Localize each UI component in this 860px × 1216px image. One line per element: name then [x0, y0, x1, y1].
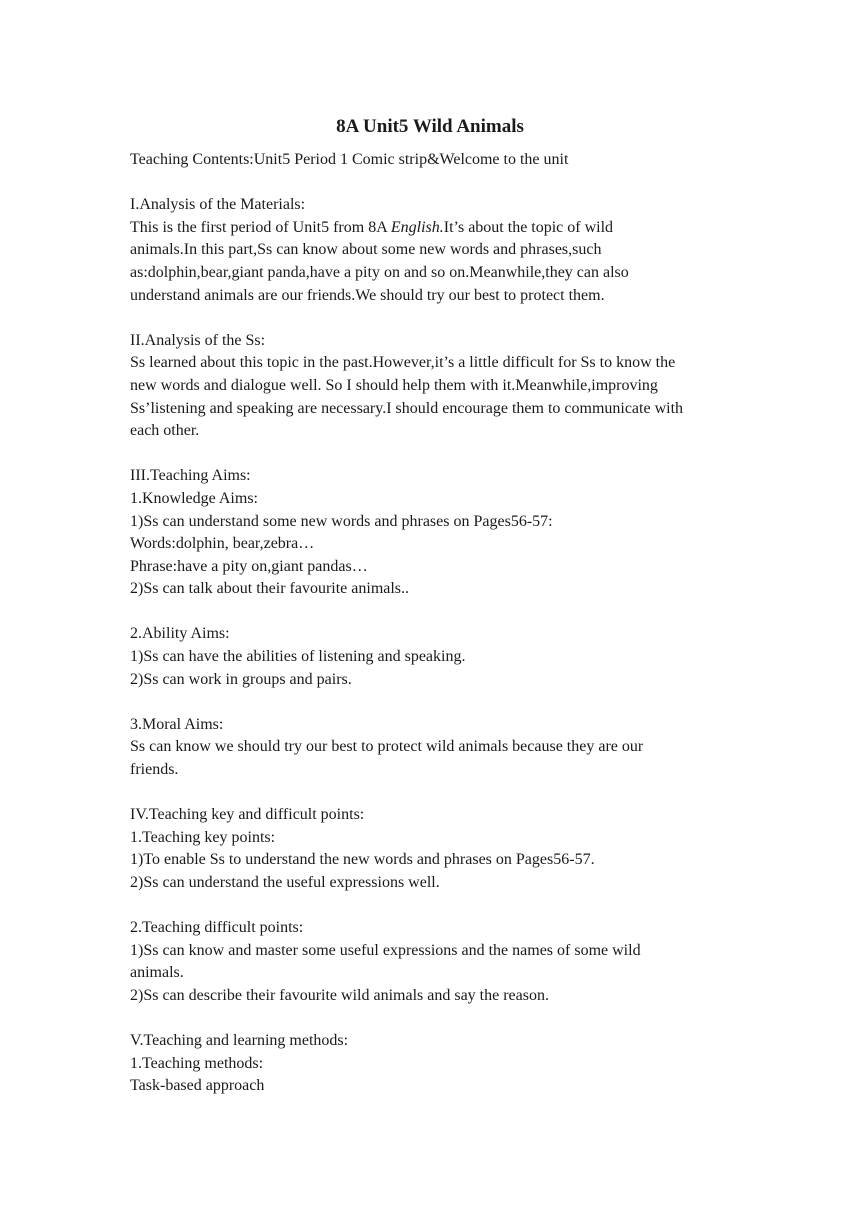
list-item: 1)Ss can know and master some useful expressions and the names of some wild	[130, 941, 641, 959]
paragraph-line: Ss can know we should try our best to protect wild animals because they are our	[130, 738, 644, 756]
blank-line	[130, 172, 735, 195]
paragraph-line: animals.In this part,Ss can know about some new words and phrases,such	[130, 241, 602, 259]
paragraph-line: friends.	[130, 761, 179, 779]
blank-line	[130, 307, 735, 330]
subheading-difficult-points: 2.Teaching difficult points:	[130, 919, 304, 937]
blank-line	[130, 691, 735, 714]
list-item: Words:dolphin, bear,zebra…	[130, 535, 315, 553]
paragraph-line: Ss learned about this topic in the past.However,it’s a little difficult for Ss to know the	[130, 354, 676, 372]
paragraph-line: as:dolphin,bear,giant panda,have a pity on and so on.Meanwhile,they can also	[130, 263, 629, 281]
document-title: 8A Unit5 Wild Animals	[336, 116, 524, 137]
subheading-ability-aims: 2.Ability Aims:	[130, 625, 230, 643]
blank-line	[130, 895, 735, 918]
list-item: 2)Ss can describe their favourite wild animals and say the reason.	[130, 986, 549, 1004]
list-item: 2)Ss can understand the useful expressions well.	[130, 874, 440, 891]
paragraph-line: each other.	[130, 422, 200, 440]
section-heading-aims: III.Teaching Aims:	[130, 467, 251, 485]
document-body	[130, 149, 735, 1098]
section-heading-methods: V.Teaching and learning methods:	[130, 1032, 349, 1050]
list-item: 2)Ss can talk about their favourite animals..	[130, 580, 410, 598]
section-heading-materials: I.Analysis of the Materials:	[130, 196, 306, 214]
paragraph-line: new words and dialogue well. So I should help them with it.Meanwhile,improving	[130, 376, 658, 394]
subheading-moral-aims: 3.Moral Aims:	[130, 715, 224, 733]
subheading-knowledge-aims: 1.Knowledge Aims:	[130, 489, 258, 507]
paragraph-line: understand animals are our friends.We should try our best to protect them.	[130, 286, 605, 304]
paragraph-line	[130, 217, 735, 240]
text-run: It’s about the topic of wild	[443, 218, 614, 236]
blank-line	[130, 1008, 735, 1031]
section-heading-key-points: IV.Teaching key and difficult points:	[130, 806, 365, 824]
blank-line	[130, 782, 735, 805]
list-item: Task-based approach	[130, 1077, 265, 1095]
paragraph-line: Ss’listening and speaking are necessary.I should encourage them to communicate with	[130, 399, 684, 417]
list-item: 1)To enable Ss to understand the new words and phrases on Pages56-57.	[130, 851, 595, 869]
blank-line	[130, 443, 735, 466]
list-item: 1)Ss can have the abilities of listening and speaking.	[130, 648, 466, 666]
section-heading-students: II.Analysis of the Ss:	[130, 331, 266, 349]
list-item: animals.	[130, 964, 184, 982]
list-item: Phrase:have a pity on,giant pandas…	[130, 557, 368, 575]
subheading-key-points: 1.Teaching key points:	[130, 828, 276, 846]
subheading-teaching-methods: 1.Teaching methods:	[130, 1054, 264, 1072]
text-run: This is the first period of Unit5 from 8A	[130, 218, 391, 236]
blank-line	[130, 601, 735, 624]
italic-book-title: English.	[390, 218, 444, 236]
teaching-contents-line: Teaching Contents:Unit5 Period 1 Comic strip&Welcome to the unit	[130, 151, 569, 168]
list-item: 1)Ss can understand some new words and phrases on Pages56-57:	[130, 512, 553, 530]
list-item: 2)Ss can work in groups and pairs.	[130, 670, 352, 688]
